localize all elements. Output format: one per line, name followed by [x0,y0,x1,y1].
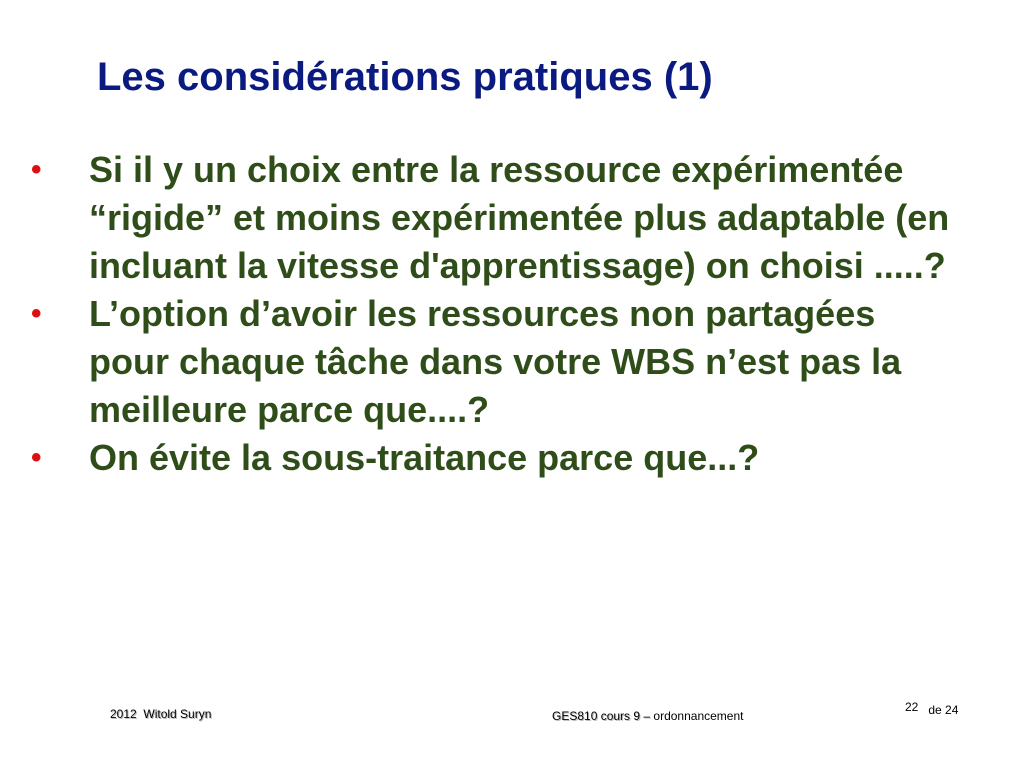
bullet-dot-icon: • [31,297,42,330]
bullet-text: On évite la sous-traitance parce que...? [89,437,760,478]
slide-title: Les considérations pratiques (1) [97,55,713,99]
bullet-dot-icon: • [31,441,42,474]
bullet-list [0,146,1024,482]
bullet-item [0,434,959,482]
bullet-dot-icon: • [31,153,42,186]
footer-author: 2012 Witold Suryn [110,707,212,721]
footer-course-code: GES810 cours 9 – [552,709,651,723]
bullet-text: Si il y un choix entre la ressource expérimentée “rigide” et moins expérimentée plus adaptable (en incluant la vitesse d'apprentissage) on choisi .....? [89,149,950,286]
bullet-item [0,290,959,434]
footer-course [552,709,743,723]
footer-course-topic: ordonnancement [653,709,744,723]
bullet-text: L’option d’avoir les ressources non partagées pour chaque tâche dans votre WBS n’est pas la meilleure parce que....? [89,293,902,430]
footer-page-indicator [905,700,959,717]
page-total: de 24 [928,703,959,717]
page-number: 22 [905,700,919,714]
bullet-item [0,146,959,290]
